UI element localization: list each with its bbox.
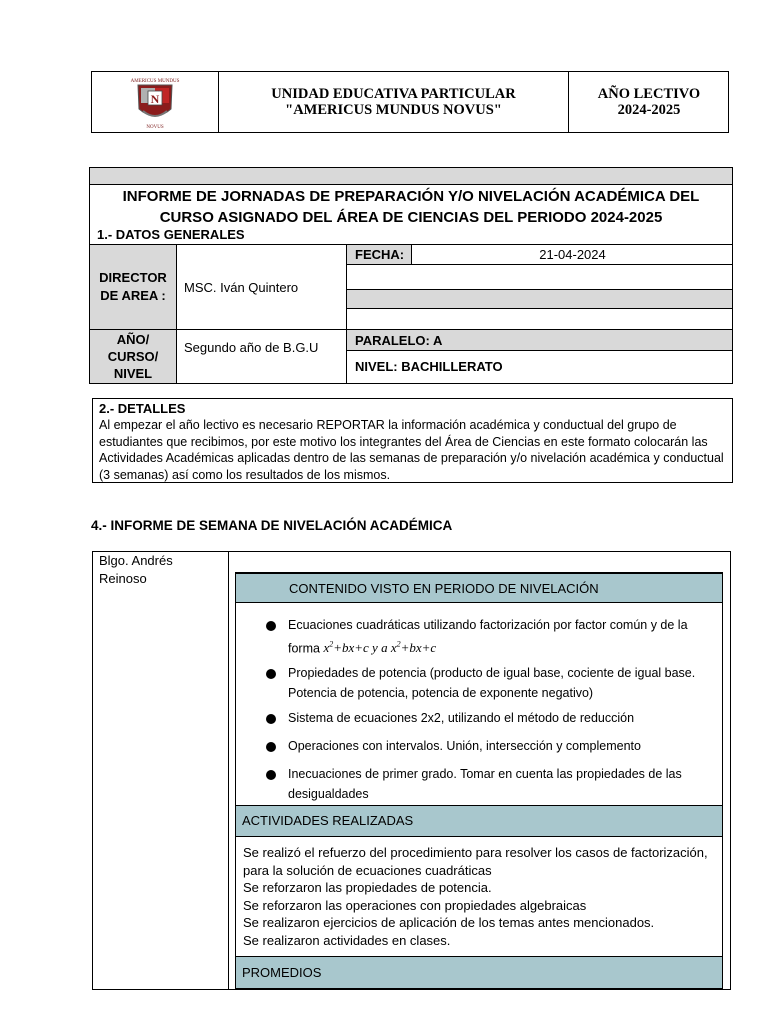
topic-item: Ecuaciones cuadráticas utilizando factorización por factor común y de la forma $x^2+bx+c$ y a $x^2+bx+c$ (236, 615, 722, 658)
report-title-line1: INFORME DE JORNADAS DE PREPARACIÓN Y/O NIVELACIÓN ACADÉMICA DEL (122, 188, 700, 205)
details-heading: 2.- DETALLES (99, 401, 186, 416)
report-title-line2: CURSO ASIGNADO DEL ÁREA DE CIENCIAS DEL PERIODO 2024-2025 (159, 209, 663, 226)
teacher-name (99, 552, 173, 588)
report-gray-bar (90, 168, 732, 185)
content-header (236, 574, 722, 603)
activities-header-label: ACTIVIDADES REALIZADAS (242, 813, 414, 828)
activities-header (236, 805, 722, 837)
topics-list (236, 615, 722, 809)
topic-item: Operaciones con intervalos. Unión, intersección y complemento (236, 736, 722, 756)
content-header-label: CONTENIDO VISTO EN PERIODO DE NIVELACIÓN (289, 581, 599, 596)
director-label: DIRECTOR DE AREA : (99, 270, 167, 303)
activity-item: Se realizaron actividades en clases. (243, 932, 451, 948)
teacher-name-line1: Blgo. Andrés (99, 553, 173, 568)
logo-cell (91, 71, 219, 133)
fecha-value: 21-04-2024 (539, 247, 606, 262)
section-datos-generales: 1.- DATOS GENERALES (97, 227, 245, 242)
director-value: MSC. Iván Quintero (184, 280, 299, 295)
fecha-label: FECHA: (347, 245, 412, 264)
logo-bottom-text: NOVUS (146, 125, 164, 130)
logo-letter: N (150, 92, 160, 106)
blank-gray-row (347, 290, 732, 308)
activity-item: Se realizó el refuerzo del procedimiento para resolver los casos de factorización, para la solución de ecuaciones cuadráticas (243, 845, 708, 878)
year-label: AÑO LECTIVO (597, 86, 701, 102)
report-title (90, 186, 732, 228)
paralelo: PARALELO: A (347, 330, 732, 351)
activity-item: Se reforzaron las propiedades de potencia. (243, 880, 492, 895)
school-year-cell (569, 71, 729, 133)
activity-item: Se realizaron ejercicios de aplicación de los temas antes mencionados. (243, 915, 655, 930)
nivel: NIVEL: BACHILLERATO (355, 359, 503, 374)
promedios-header-label: PROMEDIOS (242, 965, 322, 980)
logo-top-text: AMERICUS MUNDUS (130, 79, 180, 84)
anio-label: AÑO/ CURSO/ NIVEL (107, 332, 159, 381)
school-name-line2: "AMERICUS MUNDUS NOVUS" (285, 102, 502, 118)
details-box (92, 398, 733, 483)
topic-item: Propiedades de potencia (producto de igual base, cociente de igual base. Potencia de potencia, potencia de exponente negativo) (236, 663, 722, 703)
activity-item: Se reforzaron las operaciones con propiedades algebraicas (243, 897, 587, 913)
details-text: Al empezar el año lectivo es necesario REPORTAR la información académica y conductual del grupo de estudiantes que recibimos, por este motivo los integrantes del Área de Ciencias en este formato colocarán las Actividades Académicas aplicadas dentro de las semanas de preparación y/o nivelación académica y conductual (3 semanas) así como los resultados de los mismos. (99, 418, 724, 482)
topic-item: Sistema de ecuaciones 2x2, utilizando el método de reducción (236, 708, 722, 728)
school-name-line1: UNIDAD EDUCATIVA PARTICULAR (271, 86, 516, 102)
anio-value: Segundo año de B.G.U (184, 340, 319, 355)
director-label-cell (90, 245, 177, 329)
promedios-header (236, 956, 722, 988)
section4-heading: 4.- INFORME DE SEMANA DE NIVELACIÓN ACADÉMICA (91, 518, 453, 533)
topic-item: Inecuaciones de primer grado. Tomar en cuenta las propiedades de las desigualdades (236, 764, 722, 804)
school-name-cell (219, 71, 569, 133)
school-logo (91, 71, 219, 133)
formula: $x^2+bx+c$ y a $x^2+bx+c$ (323, 640, 437, 656)
year-value: 2024-2025 (617, 102, 681, 118)
teacher-name-line2: Reinoso (99, 571, 147, 586)
activities-list (243, 844, 713, 949)
anio-label-cell (90, 330, 177, 383)
